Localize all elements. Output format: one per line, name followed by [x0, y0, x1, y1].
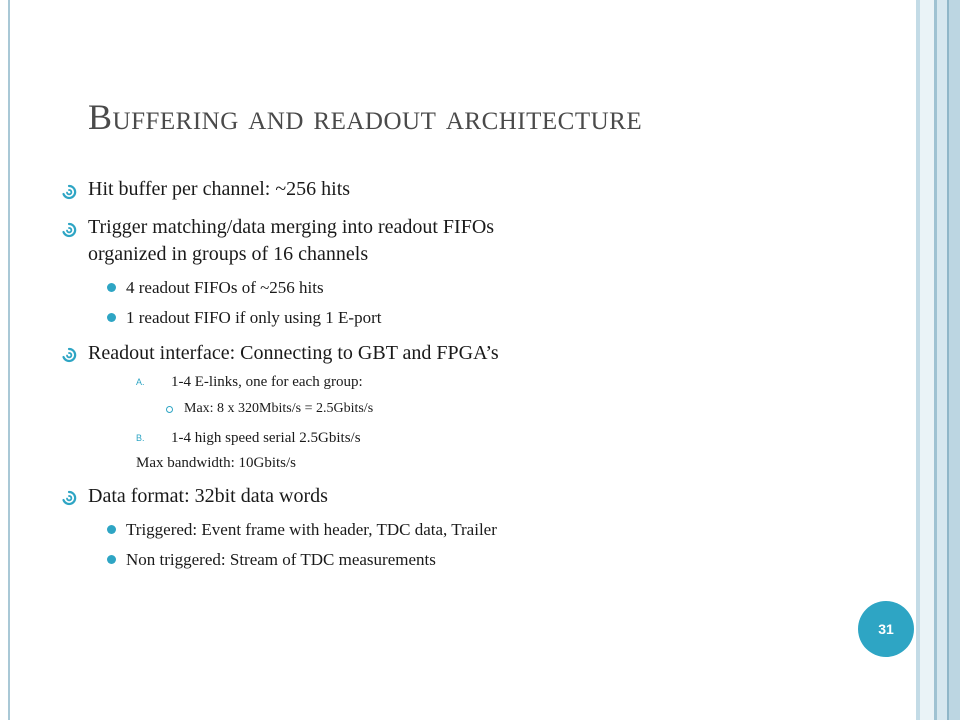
bullet-hit-buffer: Hit buffer per channel: ~256 hits	[88, 178, 351, 200]
swirl-bullet-icon	[60, 346, 78, 364]
swirl-bullet-icon	[60, 489, 78, 507]
item-high-speed-serial: 1-4 high speed serial 2.5Gbits/s	[171, 430, 361, 446]
swirl-bullet-icon	[60, 183, 78, 201]
ring-bullet-icon	[166, 406, 173, 413]
swirl-bullet-icon	[60, 221, 78, 239]
side-decoration-band	[920, 0, 934, 720]
left-frame-line	[8, 0, 10, 720]
list-marker-b: B.	[136, 433, 145, 443]
item-e-links-max: Max: 8 x 320Mbits/s = 2.5Gbits/s	[184, 401, 374, 416]
round-bullet-icon	[107, 283, 116, 292]
list-marker-a: A.	[136, 377, 145, 387]
sub-bullet-one-fifo: 1 readout FIFO if only using 1 E-port	[126, 308, 382, 327]
bullet-trigger-matching-line2: organized in groups of 16 channels	[88, 243, 369, 265]
round-bullet-icon	[107, 525, 116, 534]
side-decoration-band	[937, 0, 947, 720]
sub-bullet-triggered: Triggered: Event frame with header, TDC data, Trailer	[126, 520, 497, 539]
bullet-trigger-matching-line1: Trigger matching/data merging into readout FIFOs	[88, 216, 495, 238]
side-decoration-band	[949, 0, 960, 720]
page-number-badge: 31	[858, 601, 914, 657]
item-e-links: 1-4 E-links, one for each group:	[171, 374, 363, 390]
sub-bullet-non-triggered: Non triggered: Stream of TDC measurements	[126, 550, 436, 569]
bullet-readout-interface: Readout interface: Connecting to GBT and FPGA’s	[88, 342, 499, 364]
max-bandwidth-note: Max bandwidth: 10Gbits/s	[136, 455, 296, 471]
slide-title: Buffering and readout architecture	[88, 97, 643, 137]
bullet-data-format: Data format: 32bit data words	[88, 485, 328, 507]
sub-bullet-four-fifos: 4 readout FIFOs of ~256 hits	[126, 278, 324, 297]
round-bullet-icon	[107, 313, 116, 322]
round-bullet-icon	[107, 555, 116, 564]
